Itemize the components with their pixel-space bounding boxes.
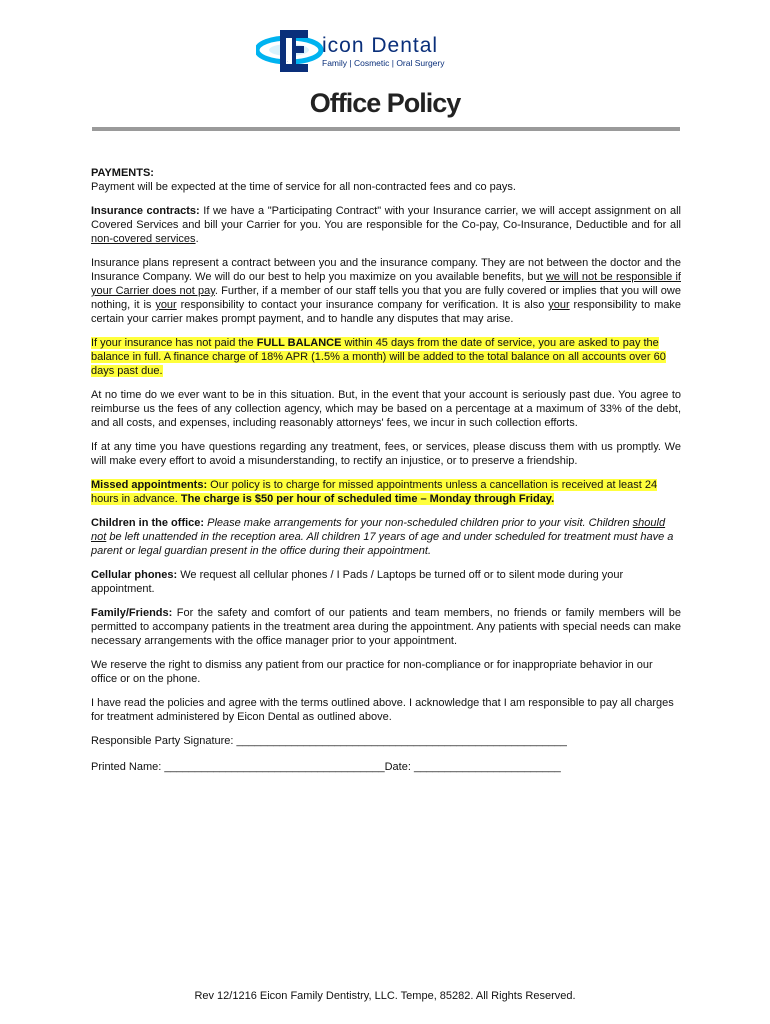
family-text: For the safety and comfort of our patients and team members, no friends or family members will be permitted to accompany patients in the treatment area during the appointment. Any patients with special needs can make necessary arrangements with the office manager prior to your appointment.	[91, 607, 681, 647]
logo-name: icon Dental	[322, 34, 439, 57]
payments-text: Payment will be expected at the time of service for all non-contracted fees and co pays.	[91, 181, 516, 193]
eicon-dental-logo	[256, 24, 516, 80]
cellular-text: We request all cellular phones / I Pads / Laptops be turned off or to silent mode during your appointment.	[91, 569, 624, 595]
full-balance-text-2: within 45 days from the date of service, you are asked to pay the balance in full. A finance charge of 18% APR (1.5% a month) will be added to the total balance on all accounts over 60 days past due.	[91, 337, 666, 377]
insurance-plans-text-2: . Further, if a member of our staff tells you that you are fully covered or implies that you will owe nothing, it is	[91, 285, 681, 311]
dismiss-section: We reserve the right to dismiss any patient from our practice for non-compliance or for inappropriate behavior in our office or on the phone.	[91, 659, 653, 685]
missed-appointments-text: Our policy is to charge for missed appointments unless a cancellation is received at least 24 hours in advance.	[91, 479, 658, 505]
children-text: Please make arrangements for your non-scheduled children prior to your visit. Children	[204, 517, 633, 529]
family-label: Family/Friends:	[91, 607, 173, 619]
missed-appointments-highlight	[91, 479, 657, 505]
your-underlined-2: your	[548, 299, 570, 311]
insurance-contracts-label: Insurance contracts:	[91, 205, 200, 217]
responsible-signature-line[interactable]: Responsible Party Signature: ______________________________________________________	[91, 735, 567, 747]
insurance-contracts-end: .	[195, 233, 199, 245]
collection-section: At no time do we ever want to be in this situation. But, in the event that your account is seriously past due. You agree to reimburse us the fees of any collection agency, which may be based on a percentage at a maximum of 33% of the debt, and all costs, and expenses, including reasonably attorneys' fees, we incur in such collection efforts.	[91, 389, 681, 429]
insurance-plans-section	[91, 256, 681, 326]
family-section	[91, 606, 681, 648]
missed-appointments-label: Missed appointments:	[91, 479, 208, 491]
insurance-plans-text-3: responsibility to contact your insurance company for verification. It is also	[176, 299, 549, 311]
full-balance-bold: FULL BALANCE	[256, 337, 342, 349]
insurance-contracts-text: If we have a "Participating Contract" with your Insurance carrier, we will accept assignment on all Covered Services and bill your Carrier for you. You are responsible for the Co-pay, Co-Insurance, Deductible and for all	[91, 205, 681, 231]
cellular-label: Cellular phones:	[91, 569, 178, 581]
insurance-plans-text-4: responsibility to make certain your carrier makes prompt payment, and to handle any disputes that may arise.	[91, 299, 681, 325]
your-underlined: your	[155, 299, 177, 311]
full-balance-text: If your insurance has not paid the	[91, 337, 257, 349]
full-balance-section	[91, 336, 681, 378]
printed-name-date-line[interactable]: Printed Name: ____________________________________Date: ________________________	[91, 761, 561, 773]
logo-letter: E	[287, 62, 288, 63]
questions-section: If at any time you have questions regarding any treatment, fees, or services, please discuss them with us promptly. We will make every effort to avoid a misunderstanding, to rectify an injustice, or to preserve a friendship.	[91, 441, 681, 467]
children-text-2: be left unattended in the reception area. All children 17 years of age and under scheduled for treatment must have a parent or legal guardian present in the office during their appointment.	[91, 531, 674, 557]
missed-charge-text: The charge is $50 per hour of scheduled time – Monday through Friday.	[180, 493, 555, 505]
title-divider	[92, 127, 680, 131]
children-section	[91, 516, 681, 558]
logo-mark-icon	[256, 24, 326, 80]
cellular-section	[91, 568, 681, 596]
insurance-contracts-section	[91, 204, 681, 246]
children-label: Children in the office:	[91, 517, 205, 529]
acknowledge-section: I have read the policies and agree with the terms outlined above. I acknowledge that I am responsible to pay all charges for treatment administered by Eicon Dental as outlined above.	[91, 697, 674, 723]
insurance-plans-text: Insurance plans represent a contract between you and the insurance company. They are not between the doctor and the Insurance Company. We will do our best to help you maximize on you available benefits, but	[91, 257, 681, 283]
policy-body	[91, 166, 681, 786]
page-title: Office Policy	[309, 88, 461, 118]
not-responsible-text: we will not be responsible if your Carrier does not pay	[91, 271, 681, 297]
payments-heading: PAYMENTS:	[91, 167, 154, 179]
full-balance-highlight	[91, 337, 666, 377]
non-covered-services: non-covered services	[91, 233, 196, 245]
should-not-text: should not	[91, 517, 666, 543]
logo-tagline: Family | Cosmetic | Oral Surgery	[322, 58, 445, 68]
payments-section	[91, 166, 681, 194]
missed-appointments-section	[91, 478, 681, 506]
footer-text: Rev 12/1216 Eicon Family Dentistry, LLC. Tempe, 85282. All Rights Reserved.	[194, 990, 576, 1002]
